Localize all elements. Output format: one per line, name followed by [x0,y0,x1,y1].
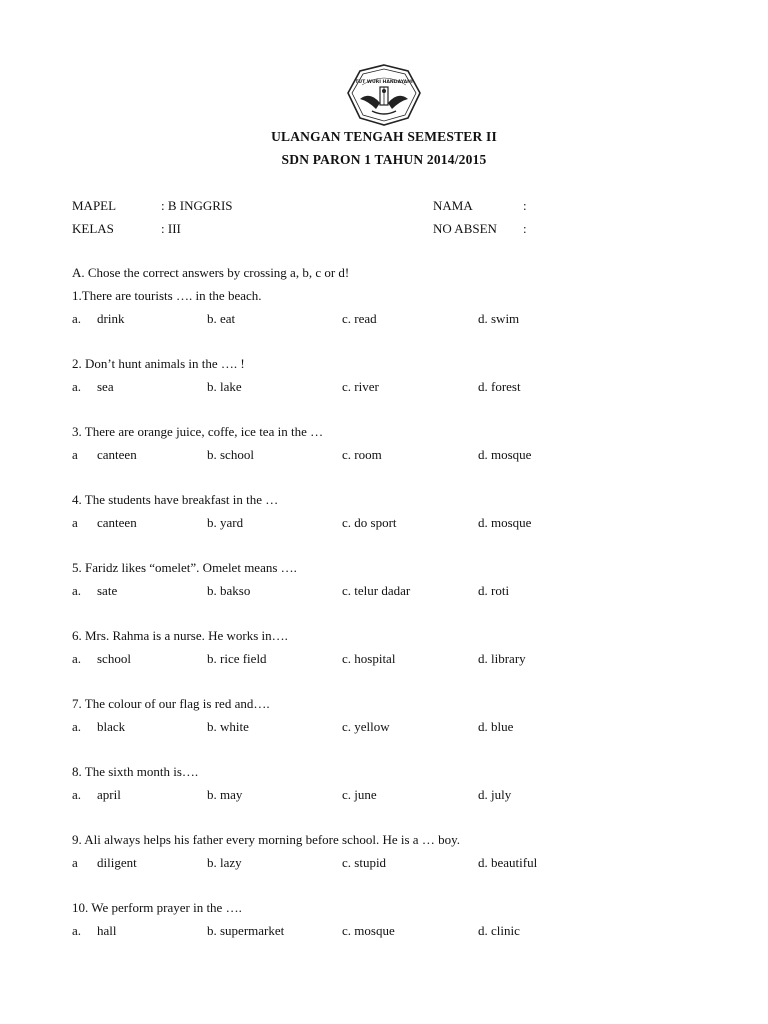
q4-option-a[interactable]: canteen [97,515,137,530]
q2-option-a-marker[interactable]: a. [72,379,82,394]
q1-option-d[interactable]: d. swim [478,311,520,326]
question-10: 10. We perform prayer in the …. [72,900,242,915]
nama-label: NAMA [433,198,473,213]
question-6: 6. Mrs. Rahma is a nurse. He works in…. [72,628,288,643]
question-7: 7. The colour of our flag is red and…. [72,696,270,711]
q5-option-a[interactable]: sate [97,583,118,598]
q6-option-c[interactable]: c. hospital [342,651,396,666]
q8-option-b[interactable]: b. may [207,787,243,802]
q3-option-d[interactable]: d. mosque [478,447,532,462]
q3-option-c[interactable]: c. room [342,447,382,462]
q7-option-a[interactable]: black [97,719,126,734]
q10-option-a-marker[interactable]: a. [72,923,82,938]
q8-option-c[interactable]: c. june [342,787,377,802]
q2-option-b[interactable]: b. lake [207,379,242,394]
q5-option-b[interactable]: b. bakso [207,583,251,598]
q4-option-b[interactable]: b. yard [207,515,244,530]
q6-option-d[interactable]: d. library [478,651,526,666]
q7-option-c[interactable]: c. yellow [342,719,390,734]
q1-option-a-marker[interactable]: a. [72,311,82,326]
q9-option-a-marker[interactable]: a [72,855,78,870]
q10-option-c[interactable]: c. mosque [342,923,395,938]
q6-option-b[interactable]: b. rice field [207,651,267,666]
q1-option-a[interactable]: drink [97,311,125,326]
q9-option-c[interactable]: c. stupid [342,855,387,870]
q10-option-b[interactable]: b. supermarket [207,923,285,938]
q8-option-a-marker[interactable]: a. [72,787,82,802]
q2-option-c[interactable]: c. river [342,379,379,394]
q8-option-d[interactable]: d. july [478,787,512,802]
q9-option-b[interactable]: b. lazy [207,855,242,870]
q2-option-a[interactable]: sea [97,379,114,394]
no-absen-value: : [523,221,527,236]
question-4: 4. The students have breakfast in the … [72,492,279,507]
section-instruction: A. Chose the correct answers by crossing a, b, c or d! [72,265,350,280]
tut-wuri-handayani-logo-icon [346,63,422,127]
q10-option-d[interactable]: d. clinic [478,923,520,938]
mapel-label: MAPEL [72,198,117,213]
q3-option-a-marker[interactable]: a [72,447,78,462]
kelas-label: KELAS [72,221,114,236]
q6-option-a[interactable]: school [97,651,131,666]
q9-option-d[interactable]: d. beautiful [478,855,538,870]
question-9: 9. Ali always helps his father every morning before school. He is a … boy. [72,832,460,847]
q7-option-a-marker[interactable]: a. [72,719,82,734]
question-1: 1.There are tourists …. in the beach. [72,288,262,303]
question-3: 3. There are orange juice, coffe, ice tea in the … [72,424,324,439]
q6-option-a-marker[interactable]: a. [72,651,82,666]
q5-option-a-marker[interactable]: a. [72,583,82,598]
q2-option-d[interactable]: d. forest [478,379,521,394]
nama-value: : [523,198,527,213]
q7-option-d[interactable]: d. blue [478,719,514,734]
mapel-value: : B INGGRIS [161,198,233,213]
q10-option-a[interactable]: hall [97,923,117,938]
school-year-title: SDN PARON 1 TAHUN 2014/2015 [281,152,487,167]
svg-text:TUT WURI HANDAYANI: TUT WURI HANDAYANI [355,80,413,85]
q5-option-c[interactable]: c. telur dadar [342,583,411,598]
q5-option-d[interactable]: d. roti [478,583,510,598]
q4-option-c[interactable]: c. do sport [342,515,397,530]
no-absen-label: NO ABSEN [433,221,497,236]
question-2: 2. Don’t hunt animals in the …. ! [72,356,245,371]
q4-option-a-marker[interactable]: a [72,515,78,530]
question-8: 8. The sixth month is…. [72,764,199,779]
q8-option-a[interactable]: april [97,787,121,802]
q1-option-c[interactable]: c. read [342,311,377,326]
q3-option-b[interactable]: b. school [207,447,254,462]
q1-option-b[interactable]: b. eat [207,311,236,326]
q3-option-a[interactable]: canteen [97,447,137,462]
q9-option-a[interactable]: diligent [97,855,137,870]
question-5: 5. Faridz likes “omelet”. Omelet means …. [72,560,297,575]
q4-option-d[interactable]: d. mosque [478,515,532,530]
exam-title: ULANGAN TENGAH SEMESTER II [271,129,497,144]
q7-option-b[interactable]: b. white [207,719,249,734]
kelas-value: : III [161,221,181,236]
